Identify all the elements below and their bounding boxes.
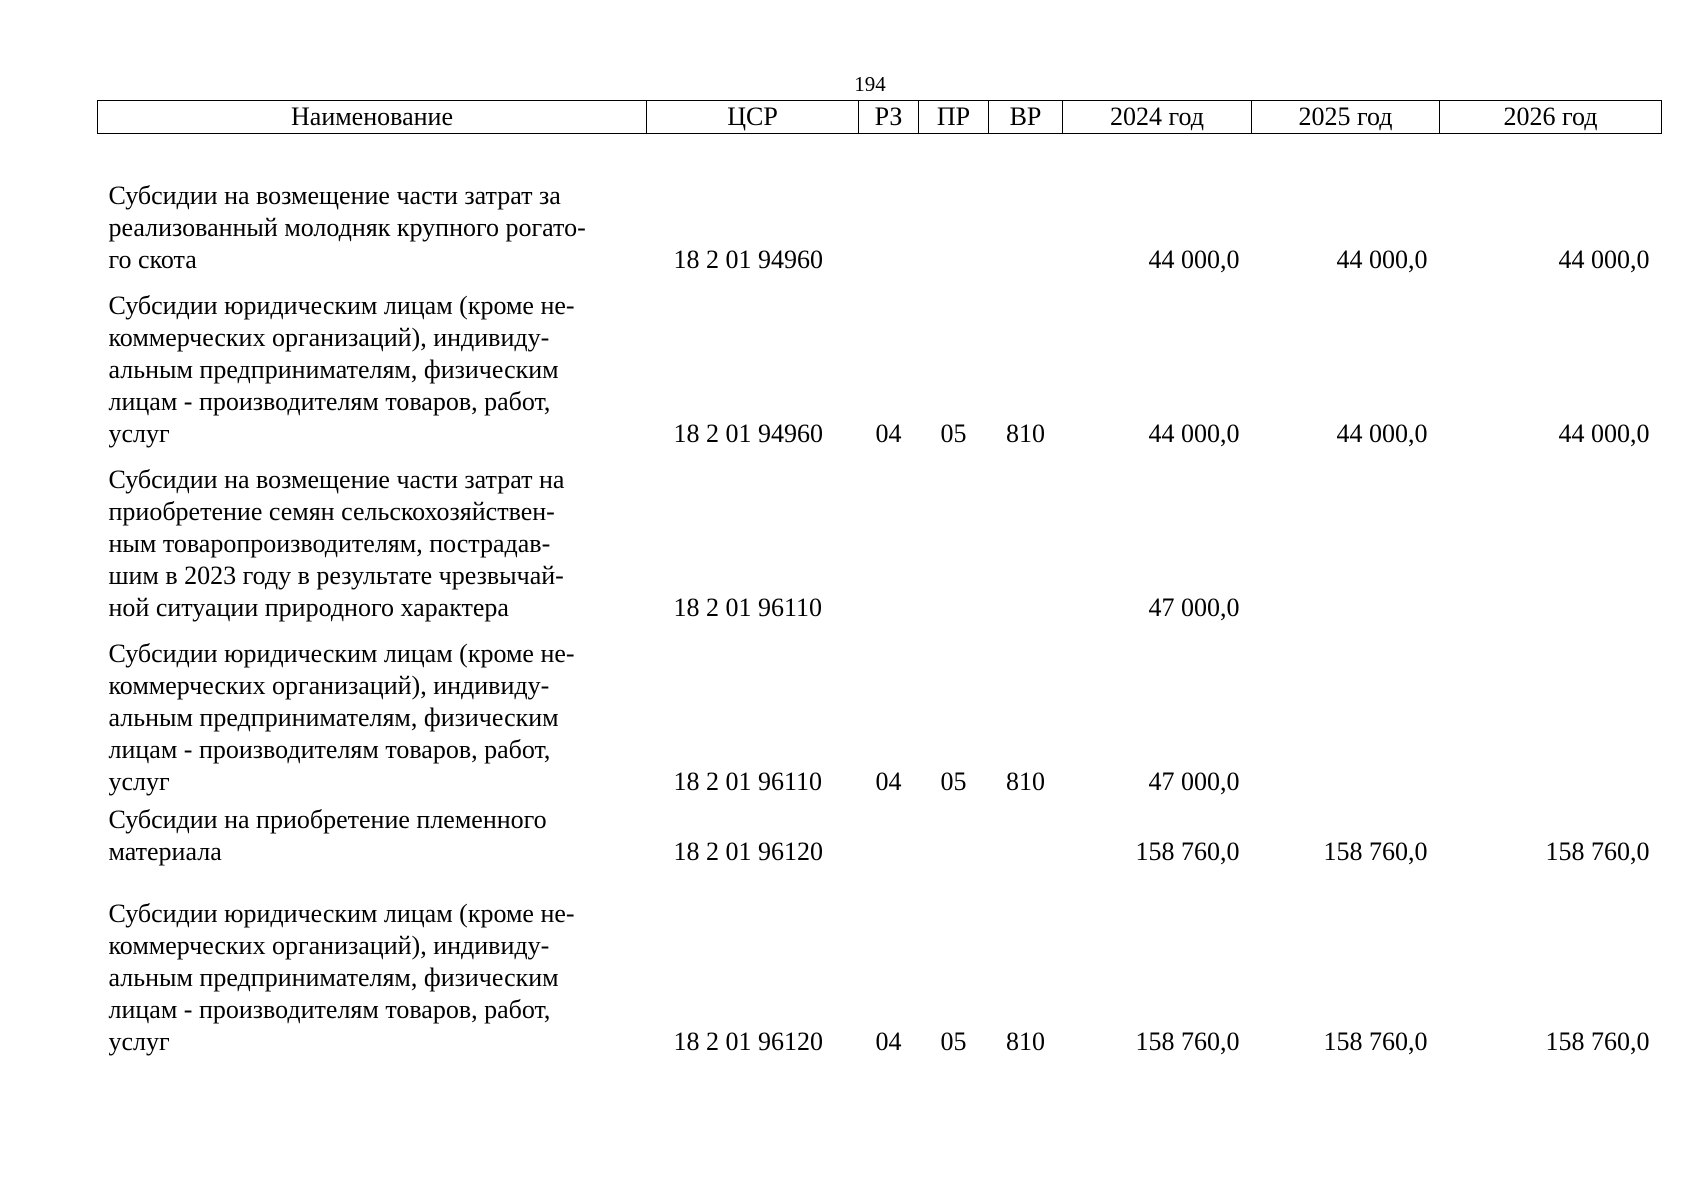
row-rz: 04	[875, 1027, 902, 1056]
row-2024: 158 760,0	[1135, 837, 1240, 866]
row-pr: 05	[940, 767, 967, 796]
row-name-line: лицам - производителям товаров, работ,	[108, 735, 551, 764]
row-rz	[859, 798, 919, 868]
row-name-line: материала	[108, 837, 222, 866]
row-name-line: го скота	[108, 245, 197, 274]
row-name-line: лицам - производителям товаров, работ,	[108, 387, 551, 416]
row-2025: 44 000,0	[1336, 245, 1428, 274]
row-2024: 158 760,0	[1135, 1027, 1240, 1056]
row-name	[98, 134, 647, 277]
row-name-line: альным предпринимателям, физическим	[108, 355, 559, 384]
row-pr: 05	[940, 1027, 967, 1056]
row-rz: 04	[875, 767, 902, 796]
row-name-line: шим в 2023 году в результате чрезвычай-	[108, 561, 564, 590]
row-name-line: Субсидии на возмещение части затрат за	[108, 181, 561, 210]
table-header	[98, 101, 1662, 134]
row-vr: 810	[1006, 1027, 1045, 1056]
row-vr: 810	[1006, 419, 1045, 448]
row-name-line: коммерческих организаций), индивиду-	[108, 671, 550, 700]
row-2024: 44 000,0	[1148, 245, 1240, 274]
header-name: Наименование	[98, 101, 647, 134]
row-vr	[989, 798, 1063, 868]
row-vr: 810	[1006, 767, 1045, 796]
budget-table	[97, 100, 1662, 1058]
row-2025	[1252, 450, 1440, 624]
row-name-line: Субсидии юридическим лицам (кроме не-	[108, 291, 575, 320]
row-name-line: услуг	[108, 1027, 170, 1056]
row-vr	[989, 450, 1063, 624]
table-row	[98, 798, 1662, 868]
row-2026	[1440, 450, 1662, 624]
row-name-line: приобретение семян сельскохозяйствен-	[108, 497, 555, 526]
row-2026: 44 000,0	[1558, 419, 1650, 448]
row-csr: 18 2 01 94960	[673, 245, 823, 274]
header-2025: 2025 год	[1252, 101, 1440, 134]
row-name-line: Субсидии на возмещение части затрат на	[108, 465, 565, 494]
row-csr: 18 2 01 94960	[673, 419, 823, 448]
header-vr: ВР	[989, 101, 1063, 134]
row-vr	[989, 134, 1063, 277]
row-pr: 05	[940, 419, 967, 448]
header-csr: ЦСР	[647, 101, 859, 134]
row-pr	[919, 134, 989, 277]
table-row	[98, 276, 1662, 450]
header-2026: 2026 год	[1440, 101, 1662, 134]
row-2025	[1252, 624, 1440, 798]
row-rz	[859, 450, 919, 624]
row-name	[98, 798, 647, 868]
row-2026: 158 760,0	[1545, 837, 1650, 866]
row-name-line: ной ситуации природного характера	[108, 593, 509, 622]
table-row	[98, 450, 1662, 624]
table-row	[98, 624, 1662, 798]
row-rz	[859, 134, 919, 277]
row-name	[98, 276, 647, 450]
header-pr: ПР	[919, 101, 989, 134]
row-2026: 158 760,0	[1545, 1027, 1650, 1056]
row-csr: 18 2 01 96110	[673, 593, 823, 622]
row-name-line: альным предпринимателям, физическим	[108, 703, 559, 732]
row-name-line: ным товаропроизводителям, пострадав-	[108, 529, 551, 558]
row-name-line: коммерческих организаций), индивиду-	[108, 931, 550, 960]
table-row	[98, 134, 1662, 277]
row-rz: 04	[875, 419, 902, 448]
table-body	[98, 134, 1662, 1059]
row-2025: 158 760,0	[1323, 837, 1428, 866]
row-name-line: Субсидии на приобретение племенного	[108, 805, 547, 834]
row-pr	[919, 798, 989, 868]
row-name	[98, 624, 647, 798]
page-number: 194	[854, 72, 886, 96]
row-2024: 47 000,0	[1148, 767, 1240, 796]
row-name-line: услуг	[108, 767, 170, 796]
row-csr: 18 2 01 96120	[673, 837, 823, 866]
header-rz: РЗ	[859, 101, 919, 134]
row-2025: 44 000,0	[1336, 419, 1428, 448]
row-2024: 44 000,0	[1148, 419, 1240, 448]
header-2024: 2024 год	[1063, 101, 1252, 134]
row-name-line: альным предпринимателям, физическим	[108, 963, 559, 992]
table-row	[98, 868, 1662, 1058]
row-name	[98, 868, 647, 1058]
row-2024: 47 000,0	[1148, 593, 1240, 622]
row-name-line: реализованный молодняк крупного рогато-	[108, 213, 586, 242]
row-name-line: услуг	[108, 419, 170, 448]
row-name-line: коммерческих организаций), индивиду-	[108, 323, 550, 352]
row-pr	[919, 450, 989, 624]
row-csr: 18 2 01 96120	[673, 1027, 823, 1056]
row-name	[98, 450, 647, 624]
row-name-line: лицам - производителям товаров, работ,	[108, 995, 551, 1024]
row-2026: 44 000,0	[1558, 245, 1650, 274]
row-name-line: Субсидии юридическим лицам (кроме не-	[108, 639, 575, 668]
row-2026	[1440, 624, 1662, 798]
row-2025: 158 760,0	[1323, 1027, 1428, 1056]
row-csr: 18 2 01 96110	[673, 767, 823, 796]
row-name-line: Субсидии юридическим лицам (кроме не-	[108, 899, 575, 928]
